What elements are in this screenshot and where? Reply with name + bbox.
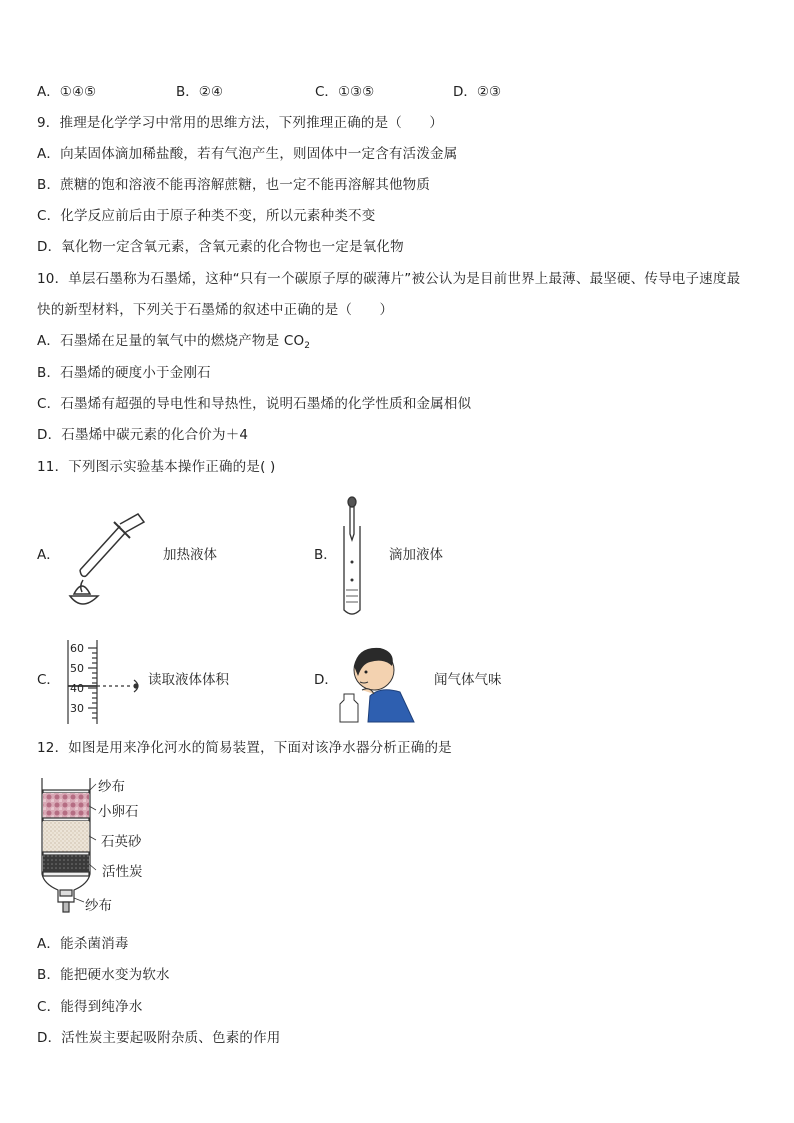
q10-option-a-text: A．石墨烯在足量的氧气中的燃烧产物是 CO (37, 333, 305, 349)
option-letter: D． (453, 84, 477, 100)
purifier-label-quartz-sand: 石英砂 (101, 834, 142, 850)
q12-option-b: B．能把硬水变为软水 (37, 967, 170, 983)
q8-option-a (37, 83, 96, 101)
q11-option-a-letter: A． (37, 547, 60, 563)
purifier-label-gauze-bottom: 纱布 (85, 898, 112, 914)
dropping-liquid-illustration (340, 496, 364, 618)
q11-option-c-letter: C． (37, 672, 60, 688)
q11-option-a-caption: 加热液体 (163, 547, 217, 563)
tick-label-30: 30 (70, 702, 84, 715)
q10-option-d: D．石墨烯中碳元素的化合价为＋4 (37, 427, 249, 443)
q9-option-b: B．蔗糖的饱和溶液不能再溶解蔗糖，也一定不能再溶解其他物质 (37, 177, 431, 193)
q12-option-c: C．能得到纯净水 (37, 999, 143, 1015)
q9-option-c: C．化学反应前后由于原子种类不变，所以元素种类不变 (37, 208, 376, 224)
q11-option-d-letter: D． (314, 672, 338, 688)
option-letter: C． (315, 84, 338, 100)
q11-option-b-caption: 滴加液体 (389, 547, 443, 563)
option-text: ②④ (198, 84, 223, 100)
q10-stem-line2: 快的新型材料，下列关于石墨烯的叙述中正确的是（ ） (37, 302, 394, 318)
q9-option-d: D．氧化物一定含氧元素，含氧元素的化合物也一定是氧化物 (37, 239, 404, 255)
purifier-label-gauze-top: 纱布 (98, 779, 125, 795)
option-text: ①③⑤ (337, 84, 375, 100)
option-text: ①④⑤ (59, 84, 97, 100)
q12-option-d: D．活性炭主要起吸附杂质、色素的作用 (37, 1030, 281, 1046)
q9-stem: 9．推理是化学学习中常用的思维方法，下列推理正确的是（ ） (37, 115, 444, 131)
option-letter: A． (37, 84, 60, 100)
heating-liquid-illustration (62, 508, 157, 608)
option-text: ②③ (476, 84, 502, 100)
option-letter: B． (176, 84, 199, 100)
q9-option-a: A．向某固体滴加稀盐酸，若有气泡产生，则固体中一定含有活泼金属 (37, 146, 458, 162)
q12-option-a: A．能杀菌消毒 (37, 936, 129, 952)
purifier-label-activated-carbon: 活性炭 (102, 864, 143, 880)
tick-label-60: 60 (70, 642, 84, 655)
q11-stem: 11．下列图示实验基本操作正确的是( ) (37, 459, 276, 475)
tick-label-50: 50 (70, 662, 84, 675)
purifier-label-pebbles: 小卵石 (98, 804, 139, 820)
water-purifier-illustration (38, 778, 100, 914)
q11-option-b-letter: B． (314, 547, 337, 563)
tick-label-40: 40 (70, 682, 84, 695)
q11-option-d-caption: 闻气体气味 (434, 672, 502, 688)
q10-option-c: C．石墨烯有超强的导电性和导热性，说明石墨烯的化学性质和金属相似 (37, 396, 472, 412)
smelling-gas-illustration (340, 636, 416, 724)
q10-option-b: B．石墨烯的硬度小于金刚石 (37, 365, 211, 381)
q10-option-a (37, 332, 310, 355)
q11-option-c-caption: 读取液体体积 (148, 672, 229, 688)
q8-option-b (176, 83, 223, 101)
subscript: 2 (304, 341, 311, 351)
q10-stem-line1: 10．单层石墨称为石墨烯，这种“只有一个碳原子厚的碳薄片”被公认为是目前世界上最薄、最坚硬、传导电子速度最 (37, 271, 741, 287)
q8-option-c (315, 83, 374, 101)
q12-stem: 12．如图是用来净化河水的简易装置，下面对该净水器分析正确的是 (37, 740, 452, 756)
q8-option-d (453, 83, 501, 101)
